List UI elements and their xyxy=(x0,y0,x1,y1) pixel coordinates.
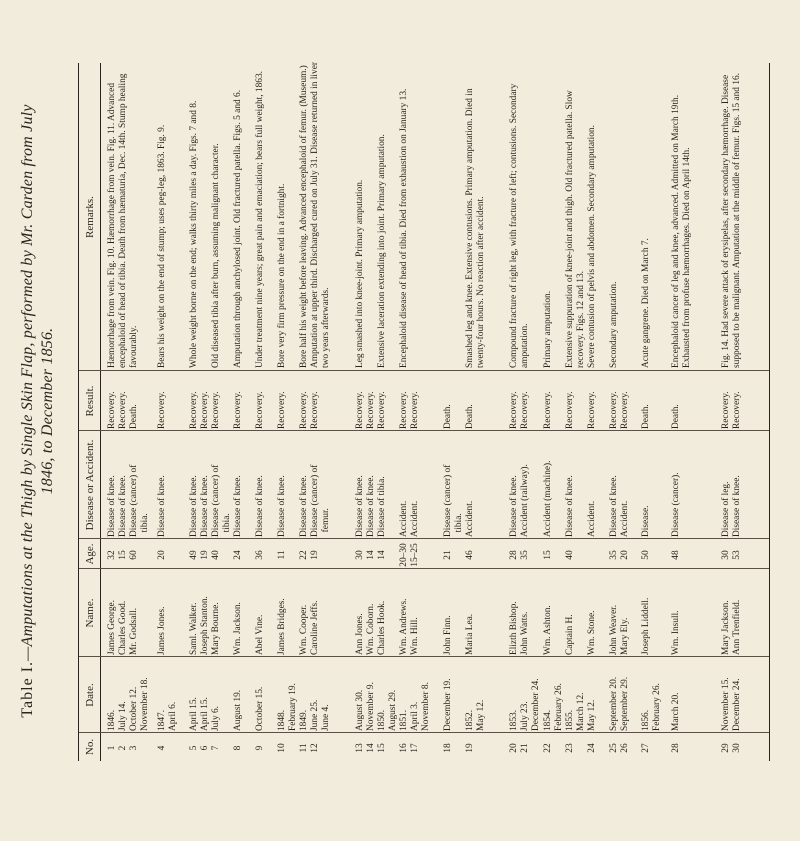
row-date: April 15. April 15. xyxy=(189,697,210,731)
row-date: 1854. February 26. xyxy=(543,683,564,731)
header-remarks: Remarks. xyxy=(79,63,101,371)
row-date: 1849. June 25. June 4. xyxy=(299,699,331,731)
row-result: Recovery. Recovery. xyxy=(609,391,630,429)
row-result: Recovery. xyxy=(565,391,575,429)
row-name: Abel Vine. xyxy=(255,614,265,655)
row-disease: Accident. xyxy=(587,500,597,537)
row-number: 18 xyxy=(443,743,453,753)
table-title: —Amputations at the Thigh by Single Skin Flap, performed by Mr. Carden from July 1846, to December 1856. xyxy=(19,104,56,661)
row-age: 14 xyxy=(377,550,387,560)
row-remarks: Bore very firm pressure on the end in a fortnight. xyxy=(277,183,287,368)
row-remarks: Whole weight borne on the end; walks thirty miles a day. Figs. 7 and 8. xyxy=(189,100,199,368)
row-disease: Disease of knee. xyxy=(565,475,575,537)
row-number: 23 xyxy=(565,743,575,753)
row-result: Death. xyxy=(443,404,453,429)
row-age: 46 xyxy=(465,550,475,560)
column-divider xyxy=(79,538,769,539)
amputations-table xyxy=(78,63,770,761)
row-remarks: Hæmorrhage from vein. Fig. 10. Hæmorrhage from vein. Fig. 11. Advanced encephaloid of head of tibia. Death from hæmaturia, Dec. 14th. Stump healing favourably. xyxy=(107,73,139,368)
row-name: Mary Bourne. xyxy=(211,602,221,655)
header-name: Name. xyxy=(79,569,101,657)
row-result: Recovery. xyxy=(233,391,243,429)
header-no: No. xyxy=(79,733,101,761)
row-name: James Jones. xyxy=(157,606,167,655)
row-result: Recovery. Recovery. xyxy=(355,391,376,429)
row-date: 1847. April 6. xyxy=(157,701,178,731)
row-result: Recovery. Recovery. xyxy=(299,391,320,429)
row-age: 20 xyxy=(157,550,167,560)
row-date: August 30. November 9. xyxy=(355,682,376,731)
row-name: John Finn. xyxy=(443,615,453,655)
column-divider xyxy=(79,370,769,371)
row-number: 8 xyxy=(233,745,243,751)
row-age: 15 xyxy=(543,550,553,560)
row-disease: Disease of knee. Accident. xyxy=(609,475,630,537)
row-disease: Disease of knee. Disease (cancer) of femur. xyxy=(299,464,331,537)
table-number: Table I. xyxy=(19,660,36,718)
row-date: 1853. July 23. December 24. xyxy=(509,678,541,731)
row-name: Charles Hook. xyxy=(377,600,387,655)
row-result: Recovery. xyxy=(587,391,597,429)
row-disease: Disease of knee. xyxy=(277,475,287,537)
row-name: Captain H. xyxy=(565,614,575,655)
row-name: Wm. Stone. xyxy=(587,610,597,655)
row-result: Recovery. xyxy=(377,391,387,429)
row-name: James George. Charles Good. Mr. Godsall. xyxy=(107,599,139,655)
row-date: 1856. February 26. xyxy=(641,683,662,731)
row-disease: Accident (machine). xyxy=(543,460,553,537)
row-result: Recovery. Recovery. Death. xyxy=(107,391,139,429)
header-disease: Disease or Accident. xyxy=(79,431,101,539)
row-result: Recovery. Recovery. xyxy=(399,391,420,429)
row-age: 32 15 60 xyxy=(107,550,139,560)
row-age: 50 xyxy=(641,550,651,560)
row-number: 15 xyxy=(377,743,387,753)
row-result: Death. xyxy=(641,404,651,429)
row-age: 49 19 xyxy=(189,550,210,560)
row-date: 1852. May 12. xyxy=(465,699,486,731)
row-age: 22 19 xyxy=(299,550,320,560)
row-disease: Disease of knee. Disease of knee. xyxy=(189,475,210,537)
row-remarks: Amputation through anchylosed joint. Old fractured patella. Figs. 5 and 6. xyxy=(233,89,243,368)
row-remarks: Extensive suppuration of knee-joint and thigh. Old fractured patella. Slow recovery. Figs. 12 and 13. xyxy=(565,90,586,368)
row-name: Wm. Ashton. xyxy=(543,605,553,655)
row-number: 9 xyxy=(255,745,265,751)
row-disease: Accident. xyxy=(465,500,475,537)
row-remarks: Secondary amputation. xyxy=(609,281,619,368)
row-name: Ann Jones. Wm. Coborn. xyxy=(355,603,376,655)
row-name: John Weaver. Mary Ely. xyxy=(609,604,630,655)
row-name: Maria Lea. xyxy=(465,613,475,655)
row-disease: Disease. xyxy=(641,505,651,537)
row-date: August 19. xyxy=(233,689,243,731)
row-disease: Disease of knee. xyxy=(157,475,167,537)
row-remarks: Smashed leg and knee. Extensive contusions. Primary amputation. Died in twenty-four hours. No reaction after accident. xyxy=(465,88,486,368)
row-result: Recovery. Recovery. xyxy=(721,391,742,429)
row-number: 22 xyxy=(543,743,553,753)
row-age: 30 53 xyxy=(721,550,742,560)
row-number: 11 12 xyxy=(299,743,320,753)
row-date: 1846. July 14. October 12. November 18. xyxy=(107,677,150,731)
row-name: Wm. Cooper. Caroline Jeffs. xyxy=(299,600,320,655)
row-name: Wm. Jackson. xyxy=(233,602,243,655)
row-age: 30 14 xyxy=(355,550,376,560)
row-age: 48 xyxy=(671,550,681,560)
column-divider xyxy=(79,568,769,569)
row-remarks: Extensive laceration extending into joint. Primary amputation. xyxy=(377,134,387,368)
row-disease: Disease of leg. Disease of knee. xyxy=(721,475,742,537)
row-name: Wm. Insull. xyxy=(671,610,681,655)
row-date: 1850. August 29. xyxy=(377,689,398,731)
row-age: 35 20 xyxy=(609,550,630,560)
row-date: March 20. xyxy=(671,692,681,731)
row-disease: Disease of knee. Accident (railway). xyxy=(509,464,530,537)
row-result: Death. xyxy=(465,404,475,429)
row-name: Wm. Andrews. Wm. Hill. xyxy=(399,598,420,655)
row-date: July 6. xyxy=(211,705,221,731)
row-number: 29 30 xyxy=(721,743,742,753)
row-remarks: Encephaloid disease of head of tibia. Died from exhaustion on January 13. xyxy=(399,88,409,368)
row-age: 11 xyxy=(277,550,287,560)
row-disease: Disease of tibia. xyxy=(377,476,387,537)
row-date: September 20. September 29. xyxy=(609,676,630,731)
column-divider xyxy=(79,430,769,431)
row-remarks: Bore half his weight before leaving. Advanced encephaloid of femur. (Museum.) Amputation at upper third. Discharged cured on July 31. Disease returned in liver two years afterwards. xyxy=(299,62,331,368)
row-age: 36 xyxy=(255,550,265,560)
row-age: 20–30 15–25 xyxy=(399,543,420,567)
header-age: Age. xyxy=(79,539,101,569)
row-name: Elizth Bishop. John Watts. xyxy=(509,601,530,655)
row-remarks: Leg smashed into knee-joint. Primary amputation. xyxy=(355,179,365,368)
row-result: Recovery. xyxy=(157,391,167,429)
row-remarks: Severe contusion of pelvis and abdomen. Secondary amputation. xyxy=(587,125,597,368)
row-name: Mary Jackson. Ann Trenfield. xyxy=(721,599,742,655)
row-number: 10 xyxy=(277,743,287,753)
row-number: 4 xyxy=(157,745,167,751)
row-number: 25 26 xyxy=(609,743,630,753)
row-result: Recovery. xyxy=(255,391,265,429)
row-remarks: Compound fracture of right leg, with fracture of left; contusions. Secondary amputation. xyxy=(509,83,530,368)
table-caption xyxy=(18,101,58,721)
row-age: 24 xyxy=(233,550,243,560)
row-date: 1855. March 12. xyxy=(565,692,586,731)
row-number: 1 2 3 xyxy=(107,745,139,751)
row-age: 40 xyxy=(565,550,575,560)
row-number: 16 17 xyxy=(399,743,420,753)
row-number: 7 xyxy=(211,745,221,751)
row-disease: Disease (cancer). xyxy=(671,472,681,537)
row-disease: Accident. Accident. xyxy=(399,500,420,537)
row-date: October 15. xyxy=(255,686,265,731)
row-remarks: Acute gangrene. Died on March 7. xyxy=(641,238,651,368)
row-number: 27 xyxy=(641,743,651,753)
header-result: Result. xyxy=(79,371,101,431)
row-disease: Disease of knee. Disease of knee. Disease (cancer) of tibia. xyxy=(107,464,150,537)
row-number: 19 xyxy=(465,743,475,753)
row-result: Recovery. xyxy=(277,391,287,429)
row-remarks: Fig. 14. Had severe attack of erysipelas, after secondary hæmorrhage. Disease supposed to be malignant. Amputation at the middle of femur. Figs. 15 and 16. xyxy=(721,72,742,368)
row-remarks: Primary amputation. xyxy=(543,290,553,368)
row-name: Saml. Walker. Joseph Stanton. xyxy=(189,596,210,655)
row-name: James Bridges. xyxy=(277,598,287,655)
row-date: December 19. xyxy=(443,678,453,731)
row-number: 28 xyxy=(671,743,681,753)
row-result: Recovery. Recovery. xyxy=(189,391,210,429)
row-number: 13 14 xyxy=(355,743,376,753)
header-date: Date. xyxy=(79,657,101,733)
row-number: 24 xyxy=(587,743,597,753)
row-disease: Disease (cancer) of tibia. xyxy=(211,464,232,537)
row-result: Recovery. xyxy=(543,391,553,429)
row-disease: Disease of knee. Disease of knee. xyxy=(355,475,376,537)
row-result: Recovery. Recovery. xyxy=(509,391,530,429)
row-disease: Disease of knee. xyxy=(233,475,243,537)
row-remarks: Under treatment nine years; great pain and emaciation; bears full weight, 1863. xyxy=(255,70,265,368)
row-disease: Disease of knee. xyxy=(255,475,265,537)
row-result: Recovery. xyxy=(211,391,221,429)
row-number: 5 6 xyxy=(189,745,210,751)
row-date: 1851. April 3. November 8. xyxy=(399,682,431,731)
row-result: Death. xyxy=(671,404,681,429)
row-name: Joseph Liddell. xyxy=(641,597,651,655)
row-date: 1848. February 19. xyxy=(277,683,298,731)
row-disease: Disease (cancer) of tibia. xyxy=(443,464,464,537)
row-age: 40 xyxy=(211,550,221,560)
row-remarks: Encephaloid cancer of leg and knee, advanced. Admitted on March 19th. Exhausted from profuse hæmorrhages. Died on April 14th. xyxy=(671,94,692,368)
row-date: November 15. December 24. xyxy=(721,677,742,731)
row-age: 28 35 xyxy=(509,550,530,560)
row-date: May 12. xyxy=(587,699,597,731)
row-number: 20 21 xyxy=(509,743,530,753)
row-remarks: Old diseased tibia after burn, assuming malignant character. xyxy=(211,143,221,368)
row-remarks: Bears his weight on the end of stump; uses peg-leg, 1863. Fig. 9. xyxy=(157,124,167,368)
row-age: 21 xyxy=(443,550,453,560)
